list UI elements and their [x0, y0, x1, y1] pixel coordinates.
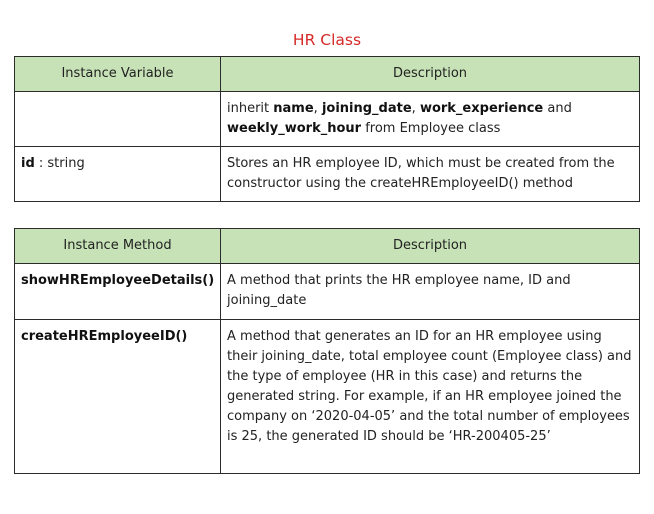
variable-type: : string	[34, 156, 85, 171]
column-header-instance-method: Instance Method	[15, 229, 221, 264]
table-row	[15, 92, 640, 147]
description-text: ,	[313, 101, 322, 116]
table-row	[15, 320, 640, 474]
page-title: HR Class	[292, 31, 362, 49]
description-text: from Employee class	[361, 121, 501, 136]
instance-methods-table	[14, 228, 640, 474]
column-header-instance-variable: Instance Variable	[15, 57, 221, 92]
description-text: ,	[411, 101, 420, 116]
description-text: and	[543, 101, 572, 116]
variable-description-cell	[221, 92, 640, 147]
table-header-row	[15, 229, 640, 264]
variable-name: id	[21, 156, 35, 171]
column-header-description: Description	[221, 229, 640, 264]
method-description-cell: A method that prints the HR employee name, ID and joining_date	[221, 264, 640, 320]
table-row	[15, 264, 640, 320]
column-header-description: Description	[221, 57, 640, 92]
method-name-cell	[15, 264, 221, 320]
field-name: joining_date	[321, 101, 412, 116]
field-name: weekly_work_hour	[227, 121, 362, 136]
description-text: inherit	[227, 101, 274, 116]
table-row	[15, 147, 640, 202]
method-name: createHREmployeeID()	[21, 329, 188, 344]
method-name-cell	[15, 320, 221, 474]
method-description-cell: A method that generates an ID for an HR employee using their joining_date, total employee count (Employee class) and the type of employee (HR in this case) and returns the generated string. For example, if an HR employee joined the company on ‘2020-04-05’ and the total number of employees is 25, the generated ID should be ‘HR-200405-25’	[221, 320, 640, 474]
instance-variables-table	[14, 56, 640, 202]
field-name: name	[273, 101, 314, 116]
table-header-row	[15, 57, 640, 92]
field-name: work_experience	[419, 101, 544, 116]
variable-description-cell: Stores an HR employee ID, which must be created from the constructor using the createHREmployeeID() method	[221, 147, 640, 202]
variable-name-cell	[15, 147, 221, 202]
variable-name-cell	[15, 92, 221, 147]
method-name: showHREmployeeDetails()	[21, 273, 215, 288]
